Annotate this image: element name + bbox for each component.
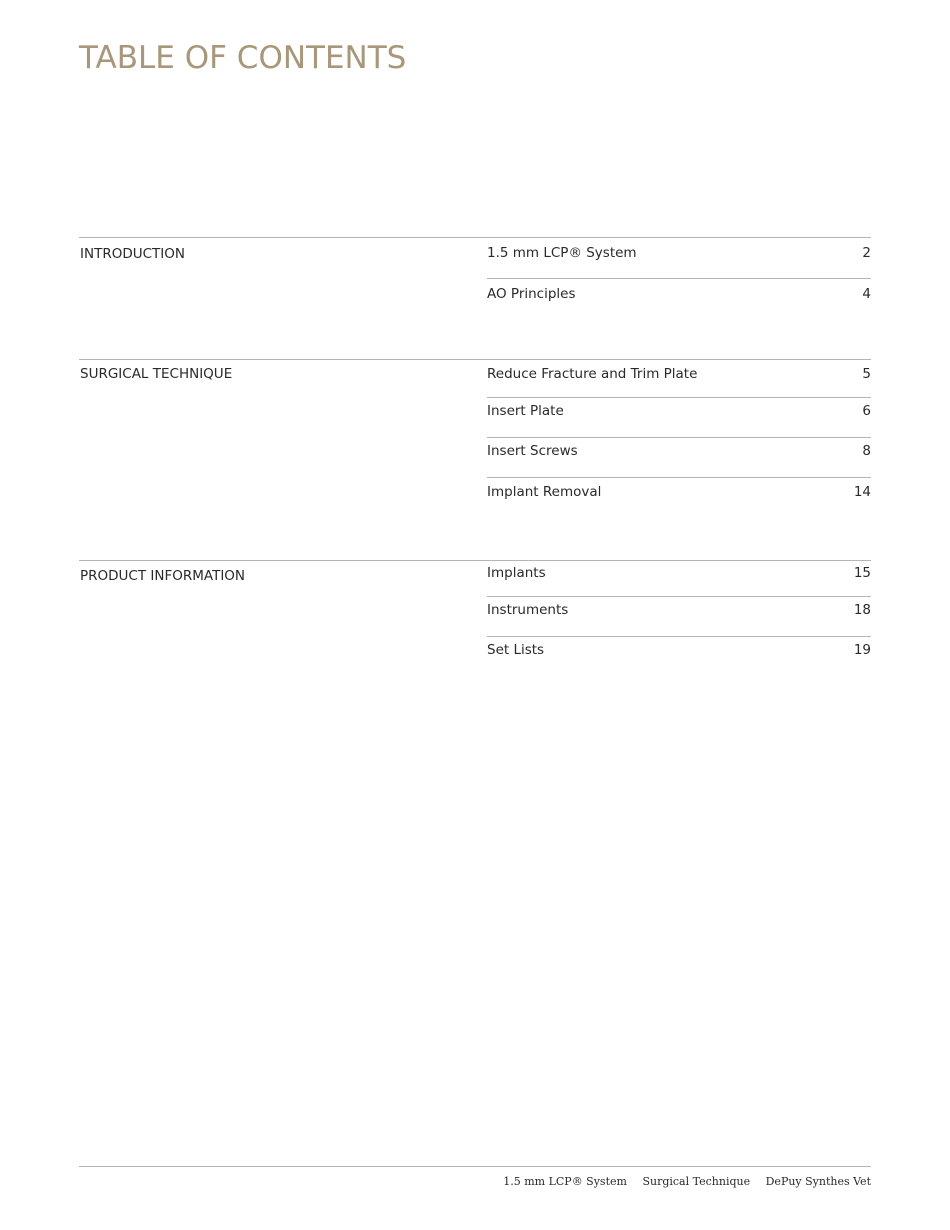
- page-title: TABLE OF CONTENTS: [79, 40, 407, 76]
- toc-section-surgical-technique: [79, 359, 871, 519]
- toc-entry-title: Implant Removal: [487, 484, 602, 500]
- toc-entry-title: Instruments: [487, 602, 569, 618]
- footer-brand: DePuy Synthes Vet: [765, 1175, 871, 1188]
- entry-divider: [487, 278, 871, 279]
- entry-divider: [487, 397, 871, 398]
- toc-section-product-information: [79, 560, 871, 680]
- toc-entry-page-number: 18: [853, 602, 871, 618]
- section-divider: [79, 359, 871, 360]
- entry-divider: [487, 596, 871, 597]
- toc-entry[interactable]: [487, 365, 871, 385]
- section-divider: [79, 560, 871, 561]
- toc-entry[interactable]: [487, 564, 871, 584]
- toc-entry-page-number: 5: [862, 366, 871, 382]
- toc-entry[interactable]: [487, 437, 871, 457]
- page-footer: [503, 1174, 871, 1190]
- toc-entry-page-number: 2: [862, 245, 871, 261]
- section-label: PRODUCT INFORMATION: [80, 568, 246, 584]
- toc-entry[interactable]: [487, 244, 871, 264]
- section-divider: [79, 237, 871, 238]
- footer-divider: [79, 1166, 871, 1167]
- toc-entry-page-number: 19: [853, 642, 871, 658]
- section-label: INTRODUCTION: [80, 246, 185, 262]
- toc-entry-page-number: 4: [862, 286, 871, 302]
- entry-divider: [487, 477, 871, 478]
- toc-entry-title: Insert Screws: [487, 443, 578, 459]
- toc-entry-title: Set Lists: [487, 642, 545, 658]
- toc-entry[interactable]: [487, 278, 871, 302]
- toc-entry-title: Reduce Fracture and Trim Plate: [487, 366, 698, 382]
- entry-divider: [487, 636, 871, 637]
- toc-entry-page-number: 8: [862, 443, 871, 459]
- toc-entry[interactable]: [487, 636, 871, 656]
- toc-entry[interactable]: [487, 477, 871, 500]
- toc-entry[interactable]: [487, 596, 871, 616]
- toc-entry-page-number: 15: [853, 565, 871, 581]
- toc-entry-title: Implants: [487, 565, 546, 581]
- toc-entry-title: 1.5 mm LCP® System: [487, 245, 637, 261]
- toc-entry-title: AO Principles: [487, 286, 576, 302]
- footer-document-type: Surgical Technique: [642, 1175, 751, 1188]
- footer-product: 1.5 mm LCP® System: [503, 1175, 627, 1188]
- section-label: SURGICAL TECHNIQUE: [80, 366, 233, 382]
- toc-section-introduction: [79, 237, 871, 317]
- toc-entry-page-number: 6: [862, 403, 871, 419]
- toc-entry[interactable]: [487, 397, 871, 417]
- toc-entry-title: Insert Plate: [487, 403, 564, 419]
- entry-divider: [487, 437, 871, 438]
- toc-entry-page-number: 14: [853, 484, 871, 500]
